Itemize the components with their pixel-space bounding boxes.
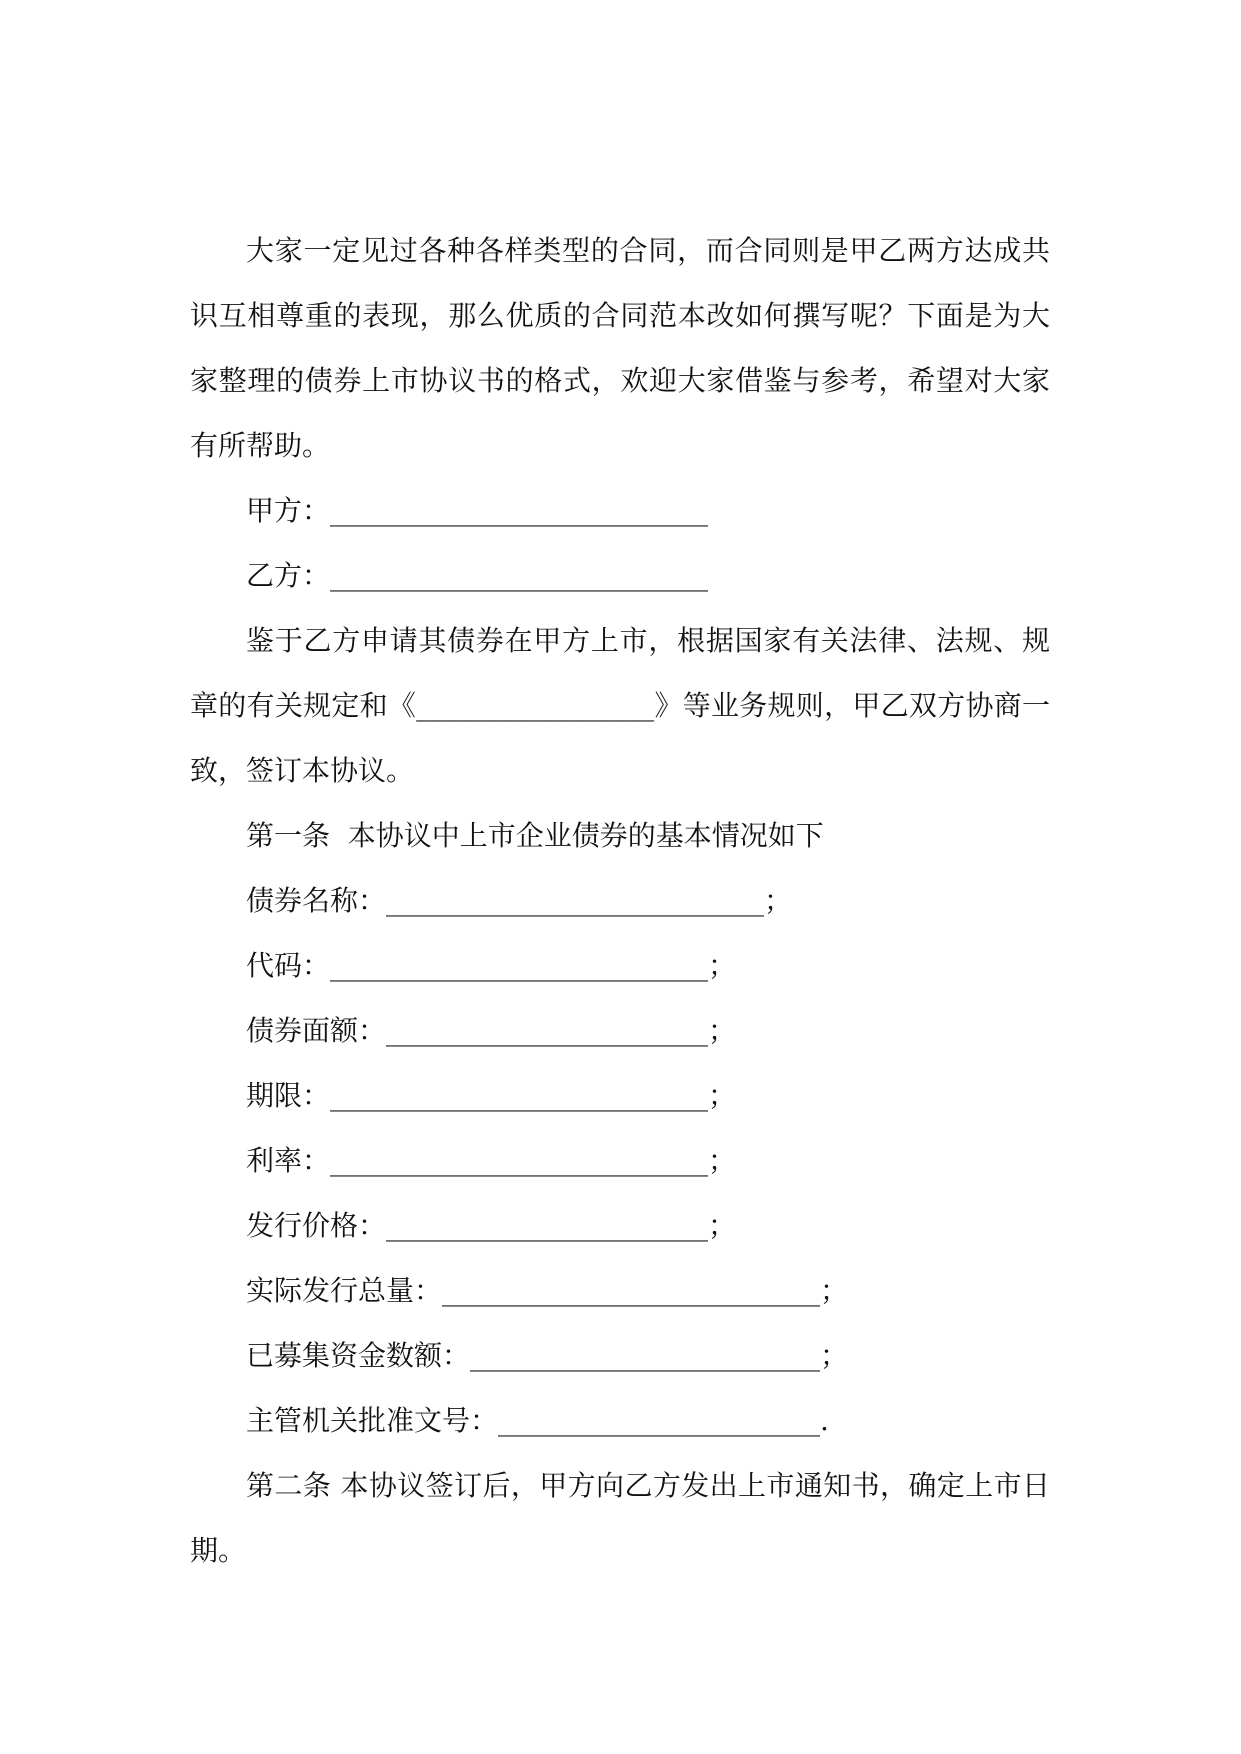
field-total-issued: 实际发行总量：___________________________； <box>246 1274 849 1307</box>
field-funds-raised: 已募集资金数额：_________________________； <box>246 1339 849 1372</box>
field-bond-name: 债券名称：___________________________； <box>246 884 793 917</box>
party-a-line: 甲方：___________________________ <box>246 494 709 527</box>
document-body <box>190 218 1050 1583</box>
intro-paragraph: 大家一定见过各种各样类型的合同，而合同则是甲乙两方达成共识互相尊重的表现，那么优质的合同范本改如何撰写呢？下面是为大家整理的债券上市协议书的格式，欢迎大家借鉴与参考，希望对大家有所帮助。 <box>190 234 1050 462</box>
field-interest-rate: 利率：___________________________； <box>246 1144 737 1177</box>
field-face-value: 债券面额：_______________________； <box>246 1014 737 1047</box>
field-term: 期限：___________________________； <box>246 1079 737 1112</box>
field-approval-number: 主管机关批准文号：_______________________. <box>246 1404 829 1437</box>
whereas-paragraph: 鉴于乙方申请其债券在甲方上市，根据国家有关法律、法规、规章的有关规定和《_________________》等业务规则，甲乙双方协商一致，签订本协议。 <box>190 624 1050 787</box>
article-2-paragraph: 第二条 本协议签订后，甲方向乙方发出上市通知书，确定上市日期。 <box>190 1469 1050 1567</box>
article-1-heading: 第一条 本协议中上市企业债券的基本情况如下 <box>246 819 824 852</box>
field-code: 代码：___________________________； <box>246 949 737 982</box>
party-b-line: 乙方：___________________________ <box>246 559 709 592</box>
field-issue-price: 发行价格：_______________________； <box>246 1209 737 1242</box>
